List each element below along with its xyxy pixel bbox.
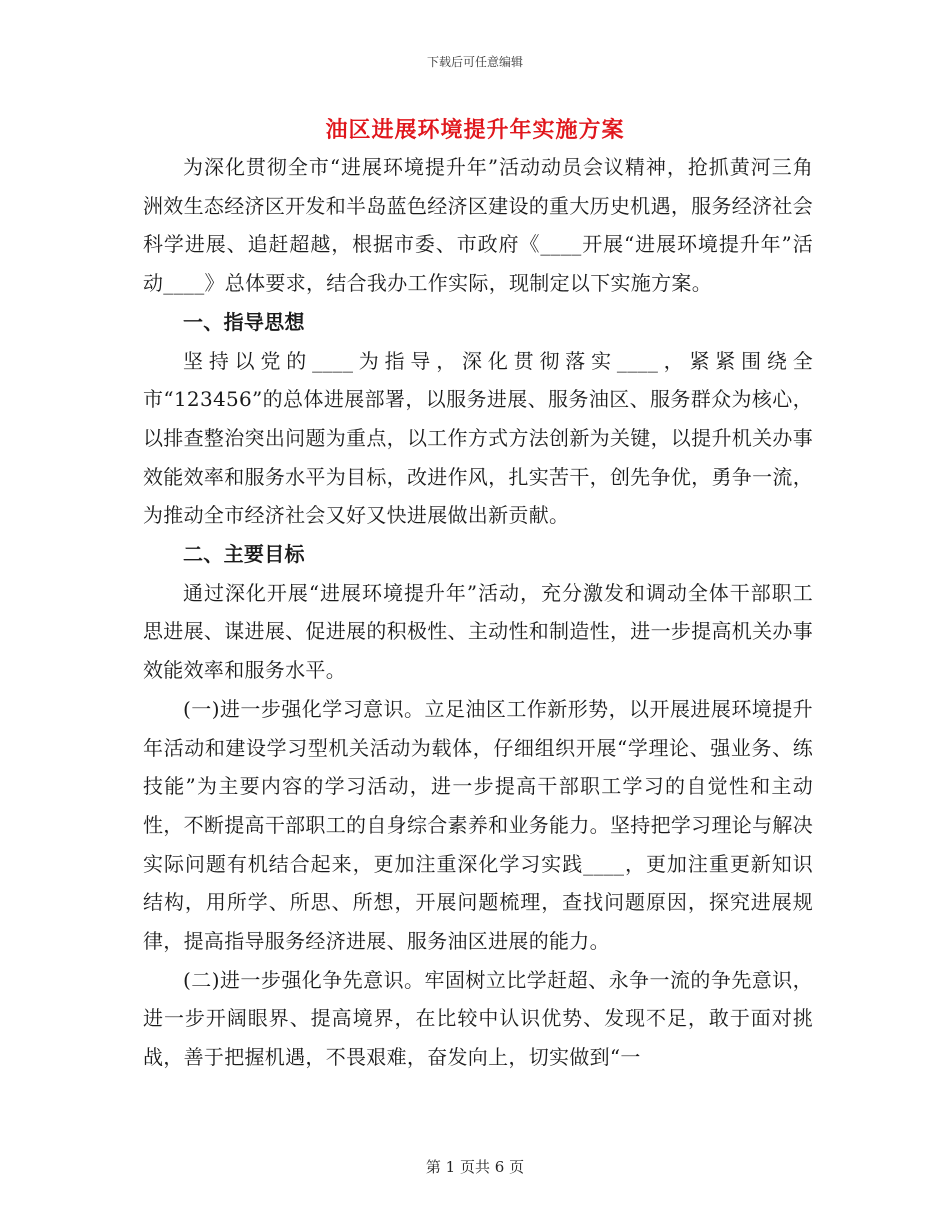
goal-item-1-paragraph: (一)进一步强化学习意识。立足油区工作新形势，以开展进展环境提升年活动和建设学习型机关活动为载体，仔细组织开展“学理论、强业务、练技能”为主要内容的学习活动，进一步提高干部职工学习的自觉性和主动性，不断提高干部职工的自身综合素养和业务能力。坚持把学习理论与解决实际问题有机结合起来，更加注重深化学习实践____，更加注重更新知识结构，用所学、所思、所想，开展问题梳理，查找问题原因，探究进展规律，提高指导服务经济进展、服务油区进展的能力。: [143, 696, 813, 954]
section-heading-guiding-ideology: 一、指导思想: [183, 309, 305, 334]
document-title: 油区进展环境提升年实施方案: [325, 117, 625, 143]
document-body: [143, 148, 813, 1077]
main-goals-paragraph: 通过深化开展“进展环境提升年”活动，充分激发和调动全体干部职工思进展、谋进展、促进展的积极性、主动性和制造性，进一步提高机关办事效能效率和服务水平。: [143, 580, 813, 683]
goal-item-2-paragraph: (二)进一步强化争先意识。牢固树立比学赶超、永争一流的争先意识，进一步开阔眼界、提高境界，在比较中认识优势、发现不足，敢于面对挑战，善于把握机遇，不畏艰难，奋发向上，切实做到“一: [143, 967, 813, 1070]
guiding-ideology-paragraph: 坚持以党的____为指导，深化贯彻落实____，紧紧围绕全市“123456”的总体进展部署，以服务进展、服务油区、服务群众为核心，以排查整治突出问题为重点，以工作方式方法创新为关键，以提升机关办事效能效率和服务水平为目标，改进作风，扎实苦干，创先争优，勇争一流，为推动全市经济社会又好又快进展做出新贡献。: [143, 348, 813, 528]
header-note: 下载后可任意编辑: [426, 55, 523, 69]
section-heading-main-goals: 二、主要目标: [183, 542, 305, 567]
page-footer: 第 1 页共 6 页: [425, 1158, 525, 1176]
intro-paragraph: 为深化贯彻全市“进展环境提升年”活动动员会议精神，抢抓黄河三角洲效生态经济区开发和半岛蓝色经济区建设的重大历史机遇，服务经济社会科学进展、追赶超越，根据市委、市政府《____开展“进展环境提升年”活动____》总体要求，结合我办工作实际，现制定以下实施方案。: [143, 155, 813, 296]
